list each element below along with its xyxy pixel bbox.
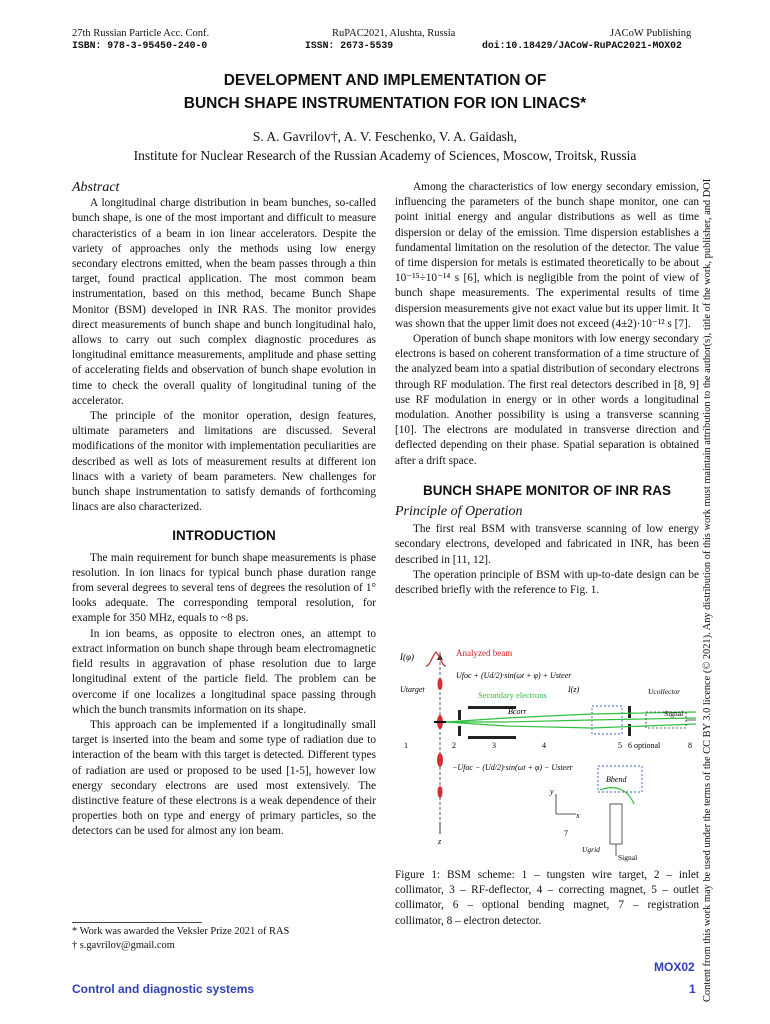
footnote-prize: * Work was awarded the Veksler Prize 2021 of RAS [72, 926, 290, 937]
label-b-bend: Bbend [606, 775, 627, 784]
label-b-corr: Bcorr [508, 707, 527, 716]
label-analyzed-beam: Analyzed beam [456, 648, 513, 658]
right-paragraph-4: The operation principle of BSM with up-to-date design can be described briefly with the reference to Fig. 1. [395, 568, 699, 597]
header-conference: 27th Russian Particle Acc. Conf. [72, 28, 210, 39]
label-signal-bottom: Signal [618, 853, 638, 862]
outlet-collimator-top [628, 706, 631, 718]
label-signal-top: Signal [664, 709, 684, 718]
left-column [72, 180, 376, 840]
label-eq-top: Ufoc + (Ud/2)·sin(ωt + φ) + Usteer [456, 671, 572, 680]
label-i-phi: I(φ) [400, 652, 414, 662]
inlet-collimator-top [458, 710, 461, 720]
intro-paragraph-3: This approach can be implemented if a longitudinally small target is inserted into the beam and some type of radiation due to interaction of the beam with this target is detected. Different types of radiation are used or proposed to be used [1-5], however low energy secondary electrons are used most extensively. The distinctive feature of these electrons is a weak dependence of their properties both on type and energy of primary particles, so the detectors can be used for almost any ion beam. [72, 718, 376, 838]
label-num-4: 4 [542, 741, 546, 750]
registration-collimator [610, 804, 622, 844]
license-sidebar: Content from this work may be used under the terms of the CC BY 3.0 licence (© 2021). Any distribution of this work must maintain attribution to the author(s), title of the work, publisher, and DOI [702, 178, 713, 1002]
electron-trajectory-3 [446, 722, 696, 728]
abstract-paragraph-2: The principle of the monitor operation, design features, ultimate parameters and limitations are discussed. Several modifications of the monitor with implementation peculiarities are described as well as lots of measurement results at different ion linacs with a variety of beam parameters. New challenges for bunch shape instrumentation to satisfy demands of forthcoming linacs are also characterized. [72, 410, 376, 514]
outlet-collimator-bottom [628, 724, 631, 736]
label-secondary-electrons: Secondary electrons [478, 690, 547, 700]
label-num-1: 1 [404, 741, 408, 750]
footer-paper-id: MOX02 [654, 960, 695, 974]
abstract-heading: Abstract [72, 180, 120, 195]
footer-section: Control and diagnostic systems [72, 982, 255, 996]
label-optional: 6 optional [628, 741, 661, 750]
header-doi: doi:10.18429/JACoW-RuPAC2021-MOX02 [482, 40, 682, 51]
figure-caption: Figure 1: BSM scheme: 1 – tungsten wire target, 2 – inlet collimator, 3 – RF-deflector, 4 – correcting magnet, 5 – outlet collimator, 6 – optional bending magnet, 7 – registration collimator, 8 – electron detector. [395, 869, 699, 927]
title-line-1: DEVELOPMENT AND IMPLEMENTATION OF [223, 72, 547, 89]
right-column [395, 180, 699, 598]
header-isbn: ISBN: 978-3-95450-240-0 [72, 40, 208, 51]
label-num-3: 3 [492, 741, 496, 750]
footnote-email: † s.gavrilov@gmail.com [72, 940, 175, 951]
title-line-2: BUNCH SHAPE INSTRUMENTATION FOR ION LINACS* [183, 95, 587, 112]
label-u-collector: Ucollector [648, 687, 681, 696]
label-num-5: 5 [618, 741, 622, 750]
affiliation: Institute for Nuclear Research of the Russian Academy of Sciences, Moscow, Troitsk, Russia [133, 148, 637, 163]
principle-subheading: Principle of Operation [395, 504, 523, 520]
right-paragraph-3: The first real BSM with transverse scanning of low energy secondary electrons, developed and fabricated in INR, has been described in [11, 12]. [395, 523, 699, 566]
label-num-2: 2 [452, 741, 456, 750]
label-eq-bottom: −Ufoc − (Ud/2)·sin(ωt + φ) − Usteer [452, 763, 573, 772]
label-i-z: I(z) [568, 685, 580, 694]
label-axis-y: y [550, 787, 554, 796]
header-publisher: JACoW Publishing [610, 28, 692, 39]
label-axis-x: x [576, 811, 580, 820]
right-paragraph-2: Operation of bunch shape monitors with low energy secondary electrons is based on coherent transformation of a time structure of the analyzed beam into a spatial distribution of secondary electrons through RF modulation. The first real detectors described in [8, 9] use RF modulation in energy or in other words a longitudinal modulation. Another possibility is using a transverse scanning [10]. The electrons are modulated in transverse direction and deflected depending on their phase. Spatial separation is obtained after a drift space. [395, 333, 699, 467]
label-num-8: 8 [688, 741, 692, 750]
footer-page-number: 1 [689, 982, 696, 996]
bent-electron-path [600, 788, 634, 804]
footnote-divider [72, 922, 202, 923]
intro-paragraph-2: In ion beams, as opposite to electron ones, an attempt to extract information on bunch shape through beam electromagnetic field results in aggravation of phase resolution due to large longitudinal extent of the particle field. The problem can be overcome if one localizes a longitudinal space passing through which the bunch transmits information on its shape. [72, 627, 376, 716]
bunch-ellipse-4 [438, 786, 443, 798]
deflector-plate-bottom [468, 736, 516, 739]
label-u-grid: Ugrid [582, 845, 600, 854]
bsm-scheme-figure [396, 644, 700, 864]
right-paragraph-1: Among the characteristics of low energy secondary emission, influencing the parameters of the bunch shape monitor, one can point initial energy and angular distributions as well as time dispersion or delay of the emission. Time dispersion establishes a fundamental limitation on the resolution of the detector. The value of time dispersion for metals is estimated theoretically to be about 10⁻¹⁵÷10⁻¹⁴ s [6], which is negligible from the point of view of bunch shape measurements. The experimental results of time dispersion measurements give not exact value but its upper limit. It was shown that the upper limit does not exceed (4±2)·10⁻¹² s [7]. [395, 181, 699, 330]
intro-paragraph-1: The main requirement for bunch shape measurements is phase resolution. In ion linacs for typical bunch phase duration range from several degrees to several tens of degrees the resolution of 1° looks adequate. The corresponding temporal resolution, for example for 350 MHz, equals to ~8 ps. [72, 551, 376, 625]
label-u-target: Utarget [400, 685, 425, 694]
inlet-collimator-bottom [458, 726, 461, 736]
label-num-7: 7 [564, 829, 568, 838]
introduction-heading: INTRODUCTION [172, 528, 276, 544]
header-venue: RuPAC2021, Alushta, Russia [332, 28, 456, 39]
bunch-ellipse-1 [438, 678, 443, 690]
label-axis-z: z [438, 837, 442, 846]
bunch-ellipse-3 [437, 753, 443, 767]
bsm-section-heading: BUNCH SHAPE MONITOR OF INR RAS [422, 482, 671, 498]
bunch-profile [426, 652, 446, 666]
authors: S. A. Gavrilov†, A. V. Feschenko, V. A. Gaidash, [252, 129, 518, 144]
abstract-paragraph-1: A longitudinal charge distribution in beam bunches, so-called bunch shape, is one of the most important and difficult to measure characteristics of a beam in ion linear accelerators. Despite the variety of approaches only the methods using low energy secondary electrons emitted, when the beam passes through a thin target, found practical application. The most common beam instrumentation, based on this method, became Bunch Shape Monitor (BSM) developed in INR RAS. The monitor provides direct measurements of bunch shape and bunch longitudinal halo, allows to carry out such complex diagnostic procedures as longitudinal emittance measurements, amplitude and phase setting of accelerating fields and observation of bunch shape evolution in time to check the overall quality of longitudinal tuning of the accelerator. [72, 197, 376, 407]
header-issn: ISSN: 2673-5539 [305, 40, 394, 51]
